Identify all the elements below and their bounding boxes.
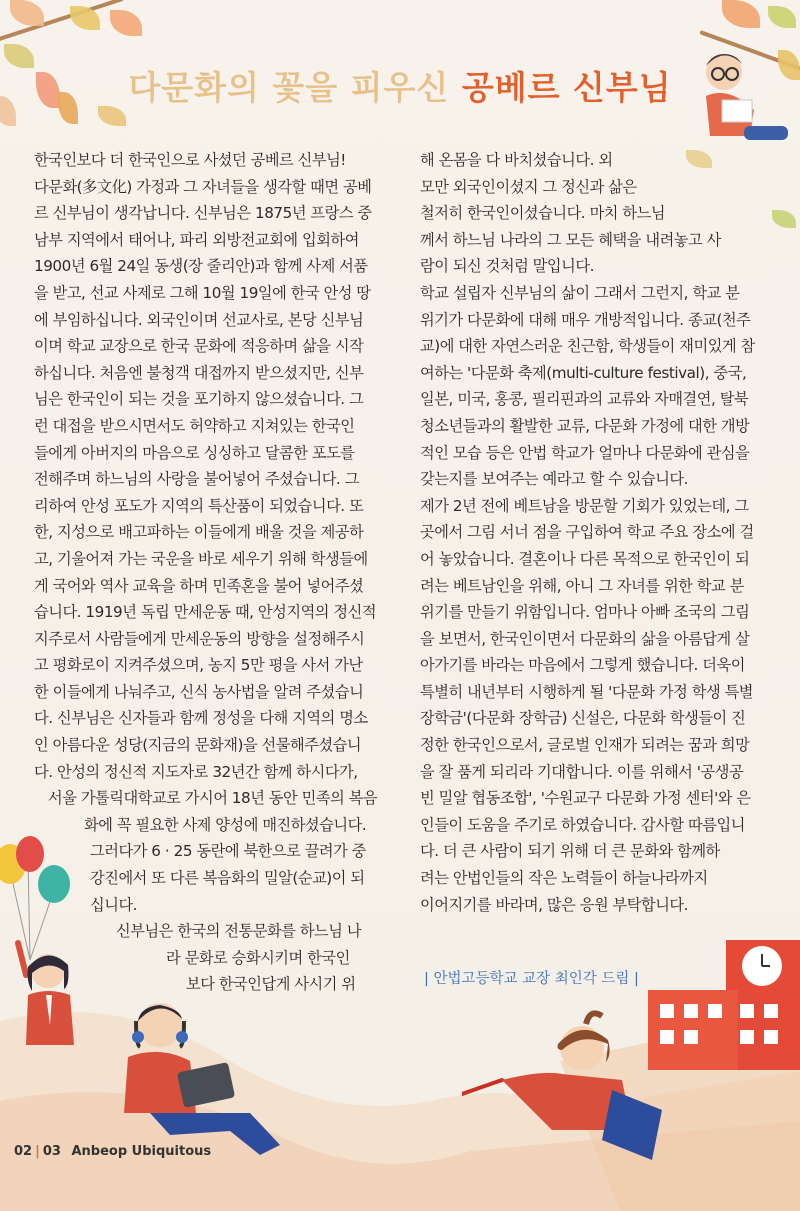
text-line: 을 잘 품게 되리라 기대합니다. 이를 위해서 '공생공 bbox=[420, 762, 744, 781]
text-line: 에 부임하십니다. 외국인이며 선교사로, 본당 신부님 bbox=[34, 310, 364, 329]
text-line: 철저히 한국인이셨습니다. 마치 하느님 bbox=[420, 204, 666, 223]
text-line: 특별히 내년부터 시행하게 될 '다문화 가정 학생 특별 bbox=[420, 682, 754, 701]
text-line: 을 보면서, 한국인이면서 다문화의 삶을 아름답게 살 bbox=[420, 629, 750, 648]
page-number-separator: | bbox=[35, 1144, 40, 1159]
page-number-left: 02 bbox=[14, 1144, 33, 1159]
text-line: 지주로서 사람들에게 만세운동의 방향을 설정해주시 bbox=[34, 629, 365, 648]
text-line: 다. 안성의 정신적 지도자로 32년간 함께 하시다가, bbox=[34, 762, 358, 781]
text-line: 전해주며 하느님의 사랑을 불어넣어 주셨습니다. 그 bbox=[34, 470, 359, 489]
girl-waving-illustration bbox=[8, 935, 98, 1055]
text-line: 남부 지역에서 태어나, 파리 외방전교회에 입회하여 bbox=[34, 230, 359, 249]
text-line: 고 평화로이 지켜주셨으며, 농지 5만 평을 사서 가난 bbox=[34, 656, 363, 675]
page-number-right: 03 bbox=[42, 1144, 61, 1159]
text-line: 려는 안법인들의 작은 노력들이 하늘나라까지 bbox=[420, 869, 708, 888]
text-line: 다. 더 큰 사람이 되기 위해 더 큰 문화와 함께하 bbox=[420, 842, 720, 861]
text-line: 아가기를 바라는 마음에서 그렇게 했습니다. 더욱이 bbox=[420, 656, 745, 675]
text-line: 빈 밀알 협동조합', '수원교구 다문화 가정 센터'와 은 bbox=[420, 789, 751, 808]
text-line: 적인 모습 등은 안법 학교가 얼마나 다문화에 관심을 bbox=[420, 443, 750, 462]
text-line: 강진에서 또 다른 복음화의 밀알(순교)이 되 bbox=[90, 869, 365, 888]
title-part-2: 공베르 신부님 bbox=[461, 68, 672, 107]
article-right-column bbox=[420, 147, 755, 918]
text-line: 을 받고, 선교 사제로 그해 10월 19일에 한국 안성 땅 bbox=[34, 283, 371, 302]
title-part-1: 다문화의 꽃을 피우신 bbox=[128, 68, 450, 107]
text-line: 리하여 안성 포도가 지역의 특산품이 되었습니다. 또 bbox=[34, 496, 364, 515]
text-line: 다문화(多文化) 가정과 그 자녀들을 생각할 때면 공베 bbox=[34, 177, 372, 196]
text-line: 습니다. 1919년 독립 만세운동 때, 안성지역의 정신적 bbox=[34, 603, 377, 622]
text-line: 그러다가 6 · 25 동란에 북한으로 끌려가 중 bbox=[90, 842, 366, 861]
text-line: 여하는 '다문화 축제(multi-culture festival), 중국, bbox=[420, 363, 747, 382]
author-signature: | 안법고등학교 교장 최인각 드림 | bbox=[424, 971, 639, 987]
text-line: 이어지기를 바라며, 많은 응원 부탁합니다. bbox=[420, 895, 689, 914]
text-line: 1900년 6월 24일 동생(장 줄리안)과 함께 사제 서품 bbox=[34, 257, 368, 276]
text-line: 위기를 만들기 위함입니다. 엄마나 아빠 조국의 그림 bbox=[420, 603, 750, 622]
text-line: 라 문화로 승화시키며 한국인 bbox=[166, 948, 350, 967]
text-line: 고, 기울어져 가는 국운을 바로 세우기 위해 학생들에 bbox=[34, 549, 368, 568]
page-title bbox=[0, 62, 800, 109]
text-line: 제가 2년 전에 베트남을 방문할 기회가 있었는데, 그 bbox=[420, 496, 749, 515]
text-line: 정한 한국인으로서, 글로벌 인재가 되려는 꿈과 희망 bbox=[420, 736, 750, 755]
text-line: 청소년들과의 활발한 교류, 다문화 가정에 대한 개방 bbox=[420, 416, 750, 435]
text-line: 들에게 아버지의 마음으로 싱싱하고 달콤한 포도를 bbox=[34, 443, 355, 462]
text-line: 화에 꼭 필요한 사제 양성에 매진하셨습니다. bbox=[84, 815, 367, 834]
school-building-illustration bbox=[640, 920, 800, 1070]
text-line: 한 이들에게 나눠주고, 신식 농사법을 알려 주셨습니 bbox=[34, 682, 364, 701]
text-line: 장학금'(다문화 장학금) 신설은, 다문화 학생들이 진 bbox=[420, 709, 746, 728]
text-line: 다. 신부님은 신자들과 함께 정성을 다해 지역의 명소 bbox=[34, 709, 368, 728]
magazine-name: Anbeop Ubiquitous bbox=[71, 1144, 212, 1159]
text-line: 갖는지를 보여주는 예라고 할 수 있습니다. bbox=[420, 470, 689, 489]
page-footer bbox=[14, 1144, 211, 1159]
text-line: 모만 외국인이셨지 그 정신과 삶은 bbox=[420, 177, 637, 196]
text-line: 학교 설립자 신부님의 삶이 그래서 그런지, 학교 분 bbox=[420, 283, 740, 302]
text-line: 일본, 미국, 홍콩, 필리핀과의 교류와 자매결연, 탈북 bbox=[420, 390, 749, 409]
text-line: 려는 베트남인을 위해, 아니 그 자녀를 위한 학교 분 bbox=[420, 576, 744, 595]
text-line: 보다 한국인답게 사시기 위 bbox=[186, 975, 356, 994]
text-line: 한국인보다 더 한국인으로 사셨던 공베르 신부님! bbox=[34, 151, 346, 169]
text-line: 교)에 대한 자연스러운 친근함, 학생들이 재미있게 참 bbox=[420, 337, 755, 356]
text-line: 서울 가톨릭대학교로 가시어 18년 동안 민족의 복음 bbox=[48, 789, 378, 808]
text-line: 어 놓았습니다. 결혼이나 다른 목적으로 한국인이 되 bbox=[420, 549, 750, 568]
text-line: 십니다. bbox=[90, 895, 138, 914]
text-line: 람이 되신 것처럼 말입니다. bbox=[420, 257, 594, 276]
text-line: 님은 한국인이 되는 것을 포기하지 않으셨습니다. 그 bbox=[34, 390, 364, 409]
text-line: 하십니다. 처음엔 불청객 대접까지 받으셨지만, 신부 bbox=[34, 363, 364, 382]
text-line: 신부님은 한국의 전통문화를 하느님 나 bbox=[116, 922, 362, 941]
text-line: 인 아름다운 성당(지금의 문화재)을 선물해주셨습니 bbox=[34, 736, 362, 755]
text-line: 위기가 다문화에 대해 매우 개방적입니다. 종교(천주 bbox=[420, 310, 751, 329]
text-line: 르 신부님이 생각납니다. 신부님은 1875년 프랑스 중 bbox=[34, 204, 372, 223]
text-line: 런 대접을 받으시면서도 허약하고 지쳐있는 한국인 bbox=[34, 416, 355, 435]
text-line: 께서 하느님 나라의 그 모든 혜택을 내려놓고 사 bbox=[420, 230, 721, 249]
text-line: 게 국어와 역사 교육을 하며 민족혼을 불어 넣어주셨 bbox=[34, 576, 364, 595]
text-line: 해 온몸을 다 바치셨습니다. 외 bbox=[420, 151, 613, 169]
text-line: 이며 학교 교장으로 한국 문화에 적응하며 삶을 시작 bbox=[34, 337, 364, 356]
text-line: 인들이 도움을 주기로 하였습니다. 감사할 따름입니 bbox=[420, 815, 745, 834]
article-left-column bbox=[34, 147, 377, 998]
text-line: 한, 지성으로 배고파하는 이들에게 배울 것을 제공하 bbox=[34, 523, 364, 542]
text-line: 곳에서 그림 서너 점을 구입하여 학교 주요 장소에 걸 bbox=[420, 523, 754, 542]
